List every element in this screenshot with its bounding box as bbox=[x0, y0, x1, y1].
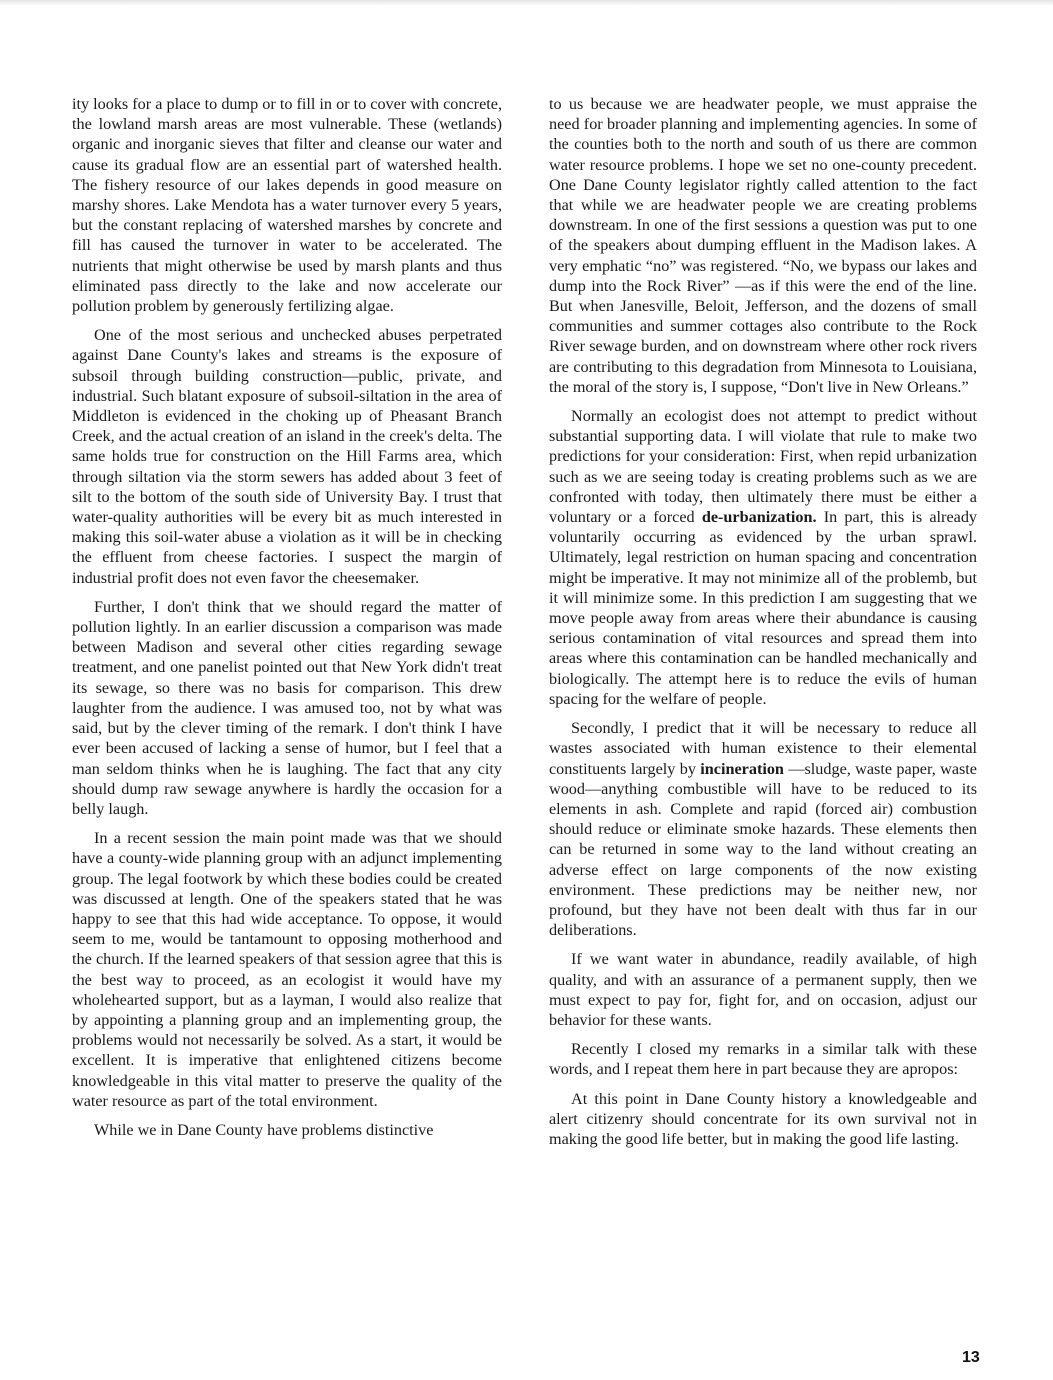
page-number: 13 bbox=[962, 1349, 980, 1366]
paragraph: One of the most serious and unchecked abuses perpetrated against Dane County's lakes and streams is the exposure of subsoil through building construction—public, private, and industrial. Such blatant exposure of subsoil-siltation in the area of Middleton is evidenced in the choking up of Pheasant Branch Creek, and the actual creation of an island in the creek's delta. The same holds true for construction on the Hill Farms area, which through siltation via the storm sewers has added about 3 feet of silt to the bottom of the south side of University Bay. I trust that water-quality authorities will be every bit as much interested in making this soil-water abuse a violation as it will be in checking the effluent from cheese factories. I suspect the margin of industrial profit does not even favor the cheesemaker. bbox=[72, 326, 502, 587]
text-run: Secondly, I predict that it will be necessary to reduce all wastes associated with human existence to their elemental constituents largely by bbox=[549, 719, 977, 778]
bold-term-incineration: incineration bbox=[700, 759, 784, 778]
text-run: Normally an ecologist does not attempt to predict without substantial supporting data. I will violate that rule to make two predictions for your consideration: First, when repid urbanization such as we are seeing today is creating problems such as we are confronted with today, then ultimately there must be either a voluntary or a forced bbox=[549, 407, 977, 527]
paragraph: ity looks for a place to dump or to fill in or to cover with concrete, the lowland marsh areas are most vulnerable. These (wetlands) organic and inorganic sieves that filter and cleanse our water and cause its gradual flow are an essential part of watershed health. The fishery resource of our lakes depends in good measure on marshy shores. Lake Mendota has a water turnover every 5 years, but the constant replacing of watershed marshes by concrete and fill has caused the turnover in water to be accelerated. The nutrients that might otherwise be used by marsh plants and thus eliminated pass directly to the lake and now accelerate our pollution problem by generously fertilizing algae. bbox=[72, 95, 502, 316]
paragraph: Recently I closed my remarks in a similar talk with these words, and I repeat them here in part because they are apropos: bbox=[549, 1040, 977, 1079]
paragraph: While we in Dane County have problems distinctive bbox=[94, 1120, 434, 1139]
text-run: In part, this is already voluntarily occurring as evidenced by the urban sprawl. Ultimately, legal restriction on human spacing and concentration might be imperative. It may not minimize all of the problemb, but it will minimize some. In this prediction I am suggesting that we move people away from areas where their abundance is causing serious contamination of vital resources and spread them into areas where this contamination can be handled mechanically and biologically. The attempt here is to reduce the evils of human spacing for the welfare of people. bbox=[549, 508, 978, 708]
paragraph: to us because we are headwater people, we must appraise the need for broader planning and implementing agencies. In some of the counties both to the north and south of us there are common water resource problems. I hope we set no one-county precedent. One Dane County legislator rightly called attention to the fact that while we are headwater people we are creating problems downstream. In one of the first sessions a question was put to one of the speakers about dumping effluent in the Madison lakes. A very emphatic “no” was registered. “No, we bypass our lakes and dump into the Rock River” —as if this were the end of the line. But when Janesville, Beloit, Jefferson, and the dozens of small communities and summer cottages also contribute to the Rock River sewage burden, and on downstream where other rock rivers are contributing to this degradation from Minnesota to Louisiana, the moral of the story is, I suppose, “Don't live in New Orleans.” bbox=[549, 95, 977, 396]
right-column bbox=[549, 94, 977, 1158]
paragraph: Further, I don't think that we should regard the matter of pollution lightly. In an earlier discussion a comparison was made between Madison and several other cities regarding sewage treatment, and one panelist pointed out that New York didn't treat its sewage, so there was no basis for comparison. This drew laughter from the audience. I was amused too, not by what was said, but by the clever timing of the remark. I don't think I have ever been accused of lacking a sense of humor, but I feel that a man seldom thinks when he is laughing. The fact that any city should dump raw sewage anywhere is hardly the occasion for a belly laugh. bbox=[72, 597, 502, 818]
quoted-paragraph: At this point in Dane County history a knowledgeable and alert citizenry should concentrate for its own survival not in making the good life better, but in making the good life lasting. bbox=[549, 1089, 977, 1148]
paragraph bbox=[549, 406, 977, 709]
page-top-edge bbox=[0, 0, 1053, 6]
text-run: —sludge, waste paper, waste wood—anything combustible will have to be reduced to its elements in ash. Complete and rapid (forced air) combustion should reduce or eliminate smoke hazards. These elements then can be returned in some way to the land without creating an adverse effect on large components of the now existing environment. These predictions may be neither new, nor profound, but they have not been dealt with thus far in our deliberations. bbox=[549, 759, 977, 940]
paragraph: If we want water in abundance, readily available, of high quality, and with an assurance of a permanent supply, then we must expect to pay for, fight for, and on occasion, adjust our behavior for these wants. bbox=[549, 950, 977, 1029]
paragraph bbox=[549, 718, 977, 940]
paragraph: In a recent session the main point made was that we should have a county-wide planning group with an adjunct implementing group. The legal footwork by which these bodies could be created was discussed at length. One of the speakers stated that he was happy to see that this had wide acceptance. To oppose, it would seem to me, would be tantamount to opposing motherhood and the church. If the learned speakers of that session agree that this is the best way to proceed, as an ecologist it would have my wholehearted support, but as a layman, I would also realize that by appointing a planning group and an implementing group, the problems would not necessarily be solved. As a start, it would be excellent. It is imperative that enlightened citizens become knowledgeable in this vital matter to preserve the quality of the water resource as part of the total environment. bbox=[72, 829, 502, 1110]
bold-term-de-urbanization: de-urbanization. bbox=[701, 508, 817, 527]
left-column bbox=[72, 94, 502, 1149]
